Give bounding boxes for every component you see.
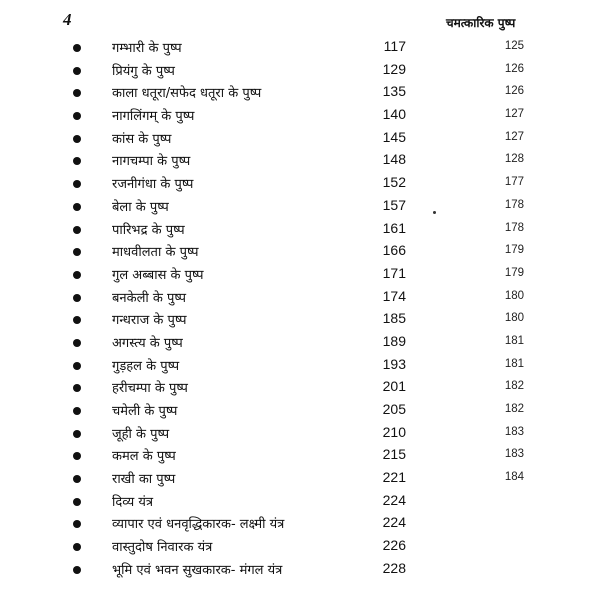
toc-entry-page: 117 (383, 38, 406, 54)
bullet-icon (73, 248, 81, 256)
toc-entry-title: अगस्त्य के पुष्प (112, 335, 183, 351)
bullet-icon (73, 543, 81, 551)
toc-entry-page: 193 (382, 355, 406, 372)
toc-entry (0, 60, 600, 83)
toc-entry-title: माधवीलता के पुष्प (112, 245, 199, 261)
toc-entry-page-secondary: 126 (504, 85, 524, 98)
toc-entry-title: प्रियंगु के पुष्प (112, 63, 175, 79)
toc-entry-title: हरीचम्पा के पुष्प (112, 381, 188, 397)
toc-entry-page: 174 (382, 287, 406, 304)
toc-entry (0, 150, 600, 173)
print-speck (433, 211, 436, 214)
bullet-icon (73, 157, 81, 165)
toc-entry-title: चमेली के पुष्प (112, 404, 178, 419)
toc-entry-title: कमल के पुष्प (112, 449, 176, 465)
bullet-icon (73, 452, 81, 460)
toc-entry-page: 215 (382, 446, 406, 463)
toc-entry-page-secondary: 127 (504, 130, 524, 143)
toc-entry-title: गन्धराज के पुष्प (112, 313, 187, 329)
toc-entry-page: 166 (382, 242, 406, 259)
toc-entry-page-secondary: 125 (504, 40, 524, 52)
table-of-contents (0, 37, 600, 582)
toc-entry (0, 513, 600, 536)
toc-entry-page-secondary: 180 (504, 289, 524, 302)
bullet-icon (73, 294, 81, 302)
toc-entry-page: 226 (382, 537, 406, 554)
toc-entry-title: भूमि एवं भवन सुखकारक- मंगल यंत्र (112, 562, 283, 578)
toc-entry-title: वास्तुदोष निवारक यंत्र (112, 540, 213, 556)
toc-entry-page: 224 (382, 491, 406, 508)
bullet-icon (73, 362, 81, 370)
bullet-icon (73, 112, 81, 120)
toc-entry-page: 161 (382, 219, 406, 236)
toc-entry-title: कांस के पुष्प (112, 131, 172, 147)
toc-entry (0, 400, 600, 423)
toc-entry (0, 423, 600, 446)
toc-entry (0, 468, 600, 491)
bullet-icon (73, 430, 81, 438)
toc-entry-page: 221 (382, 469, 406, 486)
toc-entry (0, 219, 600, 242)
bullet-icon (73, 566, 81, 574)
toc-entry-page: 210 (382, 423, 406, 440)
page-number: 4 (63, 10, 72, 29)
toc-entry-page: 145 (382, 128, 406, 145)
toc-entry-page-secondary: 178 (504, 198, 524, 211)
toc-entry (0, 377, 600, 400)
toc-entry-title: राखी का पुष्प (112, 472, 176, 488)
running-head: चमत्कारिक पुष्प (446, 16, 516, 30)
toc-entry-page: 171 (382, 264, 406, 281)
toc-entry-page-secondary: 179 (504, 244, 524, 257)
toc-entry-page: 148 (382, 151, 406, 168)
bullet-icon (73, 475, 81, 483)
toc-entry (0, 355, 600, 378)
toc-entry (0, 491, 600, 514)
toc-entry-page-secondary: 179 (504, 266, 524, 279)
bullet-icon (73, 203, 81, 211)
toc-entry-title: पारिभद्र के पुष्प (112, 222, 185, 238)
toc-entry-page: 185 (382, 310, 406, 327)
toc-entry-page-secondary: 177 (504, 176, 524, 189)
toc-entry-title: गुल अब्बास के पुष्प (112, 267, 204, 283)
bullet-icon (73, 316, 81, 324)
toc-entry-title: बनकेली के पुष्प (112, 290, 187, 306)
toc-entry (0, 559, 600, 582)
toc-entry-title: नागचम्पा के पुष्प (112, 154, 191, 170)
bullet-icon (73, 384, 81, 392)
toc-entry-title: नागलिंगम् के पुष्प (112, 109, 195, 125)
toc-entry-page-secondary: 183 (504, 448, 524, 461)
bullet-icon (73, 226, 81, 234)
bullet-icon (73, 135, 81, 143)
toc-entry-title: व्यापार एवं धनवृद्धिकारक- लक्ष्मी यंत्र (112, 517, 285, 533)
bullet-icon (73, 339, 81, 347)
toc-entry-page-secondary: 180 (504, 312, 524, 325)
toc-entry-page: 152 (382, 174, 406, 191)
toc-entry-page-secondary: 181 (504, 357, 524, 370)
toc-entry (0, 332, 600, 355)
toc-entry-page-secondary: 178 (504, 221, 524, 234)
toc-entry-page: 224 (382, 514, 406, 531)
bullet-icon (73, 407, 81, 415)
toc-entry-page: 228 (382, 559, 406, 576)
toc-entry-title: रजनीगंधा के पुष्प (112, 177, 194, 193)
bullet-icon (73, 271, 81, 279)
toc-entry-page: 129 (382, 60, 406, 77)
toc-entry-page-secondary: 126 (504, 62, 524, 75)
toc-entry-title: दिव्य यंत्र (112, 494, 154, 510)
toc-entry-page: 157 (382, 196, 406, 213)
toc-entry-title: काला धतूरा/सफेद धतूरा के पुष्प (112, 86, 262, 102)
toc-entry-page-secondary: 182 (504, 380, 524, 393)
toc-entry-title: बेला के पुष्प (112, 199, 169, 215)
toc-entry (0, 241, 600, 264)
toc-entry (0, 105, 600, 128)
bullet-icon (73, 67, 81, 75)
toc-entry-title: गम्भारी के पुष्प (112, 41, 182, 56)
toc-entry (0, 196, 600, 219)
toc-entry-page-secondary: 127 (504, 108, 524, 121)
bullet-icon (73, 180, 81, 188)
toc-entry-page-secondary: 181 (504, 334, 524, 347)
toc-entry-page: 135 (382, 83, 406, 100)
toc-entry-page: 140 (382, 106, 406, 123)
toc-entry (0, 309, 600, 332)
bullet-icon (73, 520, 81, 528)
toc-entry (0, 128, 600, 151)
toc-entry-page: 189 (382, 332, 406, 349)
toc-entry-page: 201 (382, 378, 406, 395)
bullet-icon (73, 498, 81, 506)
toc-entry (0, 37, 600, 60)
toc-entry-title: गुड़हल के पुष्प (112, 358, 180, 374)
toc-entry (0, 287, 600, 310)
toc-entry-page-secondary: 182 (504, 403, 524, 415)
toc-entry (0, 264, 600, 287)
toc-entry (0, 173, 600, 196)
toc-entry-page-secondary: 183 (504, 425, 524, 438)
toc-entry (0, 82, 600, 105)
toc-entry (0, 536, 600, 559)
bullet-icon (73, 89, 81, 97)
toc-entry-page: 205 (382, 401, 406, 417)
bullet-icon (73, 44, 81, 52)
toc-entry-title: जूही के पुष्प (112, 426, 170, 442)
toc-entry (0, 445, 600, 468)
toc-entry-page-secondary: 184 (504, 471, 524, 484)
toc-entry-page-secondary: 128 (504, 153, 524, 166)
